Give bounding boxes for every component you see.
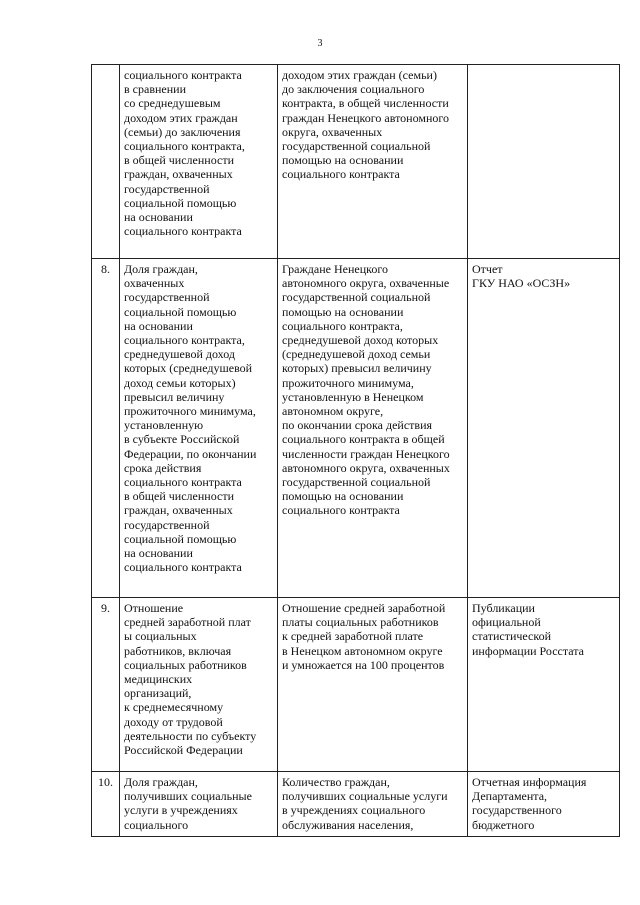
table-row	[92, 65, 620, 259]
table-row	[92, 598, 620, 772]
text-line: помощью на основании	[282, 153, 404, 168]
text-line: установленную в Ненецком	[282, 389, 424, 404]
text-line: помощью на основании	[282, 489, 404, 504]
text-line: доходу от трудовой	[124, 714, 223, 729]
text-line: прожиточного минимума,	[282, 375, 414, 390]
table-row	[92, 772, 620, 837]
text-line: Российской Федерации	[124, 743, 243, 758]
text-line: социального контракта,	[282, 318, 403, 333]
text-line: Граждане Ненецкого	[282, 262, 388, 276]
text-line: на основании	[124, 210, 193, 225]
indicator-name-cell	[120, 259, 278, 598]
text-line: государственной	[124, 517, 210, 532]
text-line: получивших социальные услуги	[282, 789, 448, 804]
text-line: социального контракта	[124, 224, 242, 239]
text-line: государственной социальной	[282, 290, 431, 305]
text-line: охваченных	[124, 276, 185, 291]
text-line: которых) превысил величину	[282, 361, 432, 376]
text-line: округа, охваченных	[282, 124, 383, 139]
text-line: государственного	[472, 803, 562, 818]
data-source-cell	[468, 598, 620, 772]
text-line: Доля граждан,	[124, 775, 198, 789]
text-line: услуги в учреждениях	[124, 803, 238, 818]
text-line: платы социальных работников	[282, 615, 439, 630]
text-line: доходом этих граждан (семьи)	[282, 68, 437, 82]
text-line: (среднедушевой доход семьи	[282, 347, 431, 362]
text-line: средней заработной плат	[124, 615, 251, 630]
table-row	[92, 259, 620, 598]
text-line: доходом этих граждан	[124, 110, 238, 125]
text-line: со среднедушевым	[124, 96, 221, 111]
text-line: информации Росстата	[472, 643, 584, 658]
text-line: установленную	[124, 418, 204, 433]
text-line: работников, включая	[124, 643, 232, 658]
text-line: в общей численности	[124, 489, 234, 504]
calculation-method-cell	[278, 772, 468, 837]
text-line: которых (среднедушевой	[124, 361, 253, 376]
indicator-name-cell	[120, 598, 278, 772]
text-line: граждан Ненецкого автономного	[282, 110, 450, 125]
text-line: к среднемесячному	[124, 700, 224, 715]
text-line: срока действия	[124, 460, 202, 475]
indicator-name-cell	[120, 65, 278, 259]
text-line: получивших социальные	[124, 789, 252, 804]
text-line: и умножается на 100 процентов	[282, 657, 445, 672]
text-line: обслуживания населения,	[282, 817, 414, 832]
text-line: социального контракта в общей	[282, 432, 445, 447]
text-line: контракта, в общей численности	[282, 96, 449, 111]
text-line: социальной помощью	[124, 531, 237, 546]
text-line: государственной	[124, 290, 210, 305]
text-line: среднедушевой доход	[124, 347, 235, 362]
data-source-cell	[468, 259, 620, 598]
row-number-cell: 10.	[92, 772, 120, 837]
text-line: социального контракта,	[124, 333, 245, 348]
text-line: по окончании срока действия	[282, 418, 433, 433]
text-line: официальной	[472, 615, 541, 630]
text-line: социального контракта	[124, 68, 242, 82]
text-line: помощью на основании	[282, 304, 404, 319]
text-line: социального контракта,	[124, 139, 245, 154]
text-line: превысил величину	[124, 389, 225, 404]
text-line: статистической	[472, 629, 552, 644]
text-line: Департамента,	[472, 789, 548, 804]
text-line: государственной	[124, 181, 210, 196]
text-line: социальных работников	[124, 657, 247, 672]
row-number-cell: 9.	[92, 598, 120, 772]
indicator-name-cell	[120, 772, 278, 837]
text-line: в Ненецком автономном округе	[282, 643, 443, 658]
text-line: граждан, охваченных	[124, 167, 233, 182]
text-line: социального контракта	[282, 167, 400, 182]
text-line: медицинских	[124, 672, 193, 687]
indicators-table	[91, 64, 620, 837]
calculation-method-cell	[278, 65, 468, 259]
text-line: на основании	[124, 546, 193, 561]
text-line: Отчет	[472, 262, 503, 276]
text-line: ы социальных	[124, 629, 197, 644]
text-line: социального контракта	[124, 475, 242, 490]
text-line: социальной помощью	[124, 304, 237, 319]
text-line: социального	[124, 817, 189, 832]
text-line: среднедушевой доход которых	[282, 333, 439, 348]
text-line: к средней заработной плате	[282, 629, 424, 644]
text-line: Федерации, по окончании	[124, 446, 257, 461]
text-line: в учреждениях социального	[282, 803, 426, 818]
text-line: организаций,	[124, 686, 192, 701]
row-number-cell: 8.	[92, 259, 120, 598]
text-line: Количество граждан,	[282, 775, 390, 789]
calculation-method-cell	[278, 259, 468, 598]
data-source-cell	[468, 65, 620, 259]
text-line: граждан, охваченных	[124, 503, 233, 518]
text-line: государственной социальной	[282, 139, 431, 154]
text-line: до заключения социального	[282, 82, 425, 97]
text-line: на основании	[124, 318, 193, 333]
text-line: Отчетная информация	[472, 775, 587, 789]
text-line: численности граждан Ненецкого	[282, 446, 450, 461]
text-line: (семьи) до заключения	[124, 124, 241, 139]
text-line: автономного округа, охваченные	[282, 276, 450, 291]
text-line: социального контракта	[282, 503, 400, 518]
text-line: Доля граждан,	[124, 262, 198, 276]
text-line: прожиточного минимума,	[124, 404, 256, 419]
text-line: в субъекте Российской	[124, 432, 240, 447]
data-source-cell	[468, 772, 620, 837]
text-line: Публикации	[472, 601, 535, 615]
text-line: социальной помощью	[124, 195, 237, 210]
text-line: в сравнении	[124, 82, 186, 97]
calculation-method-cell	[278, 598, 468, 772]
text-line: социального контракта	[124, 560, 242, 575]
row-number-cell	[92, 65, 120, 259]
page-number: 3	[317, 38, 323, 49]
text-line: доход семьи которых)	[124, 375, 236, 390]
text-line: бюджетного	[472, 817, 535, 832]
text-line: в общей численности	[124, 153, 234, 168]
text-line: Отношение средней заработной	[282, 601, 446, 615]
text-line: государственной социальной	[282, 475, 431, 490]
text-line: деятельности по субъекту	[124, 728, 257, 743]
text-line: Отношение	[124, 601, 184, 615]
text-line: ГКУ НАО «ОСЗН»	[472, 276, 571, 291]
text-line: автономном округе,	[282, 404, 384, 419]
text-line: автономного округа, охваченных	[282, 460, 450, 475]
